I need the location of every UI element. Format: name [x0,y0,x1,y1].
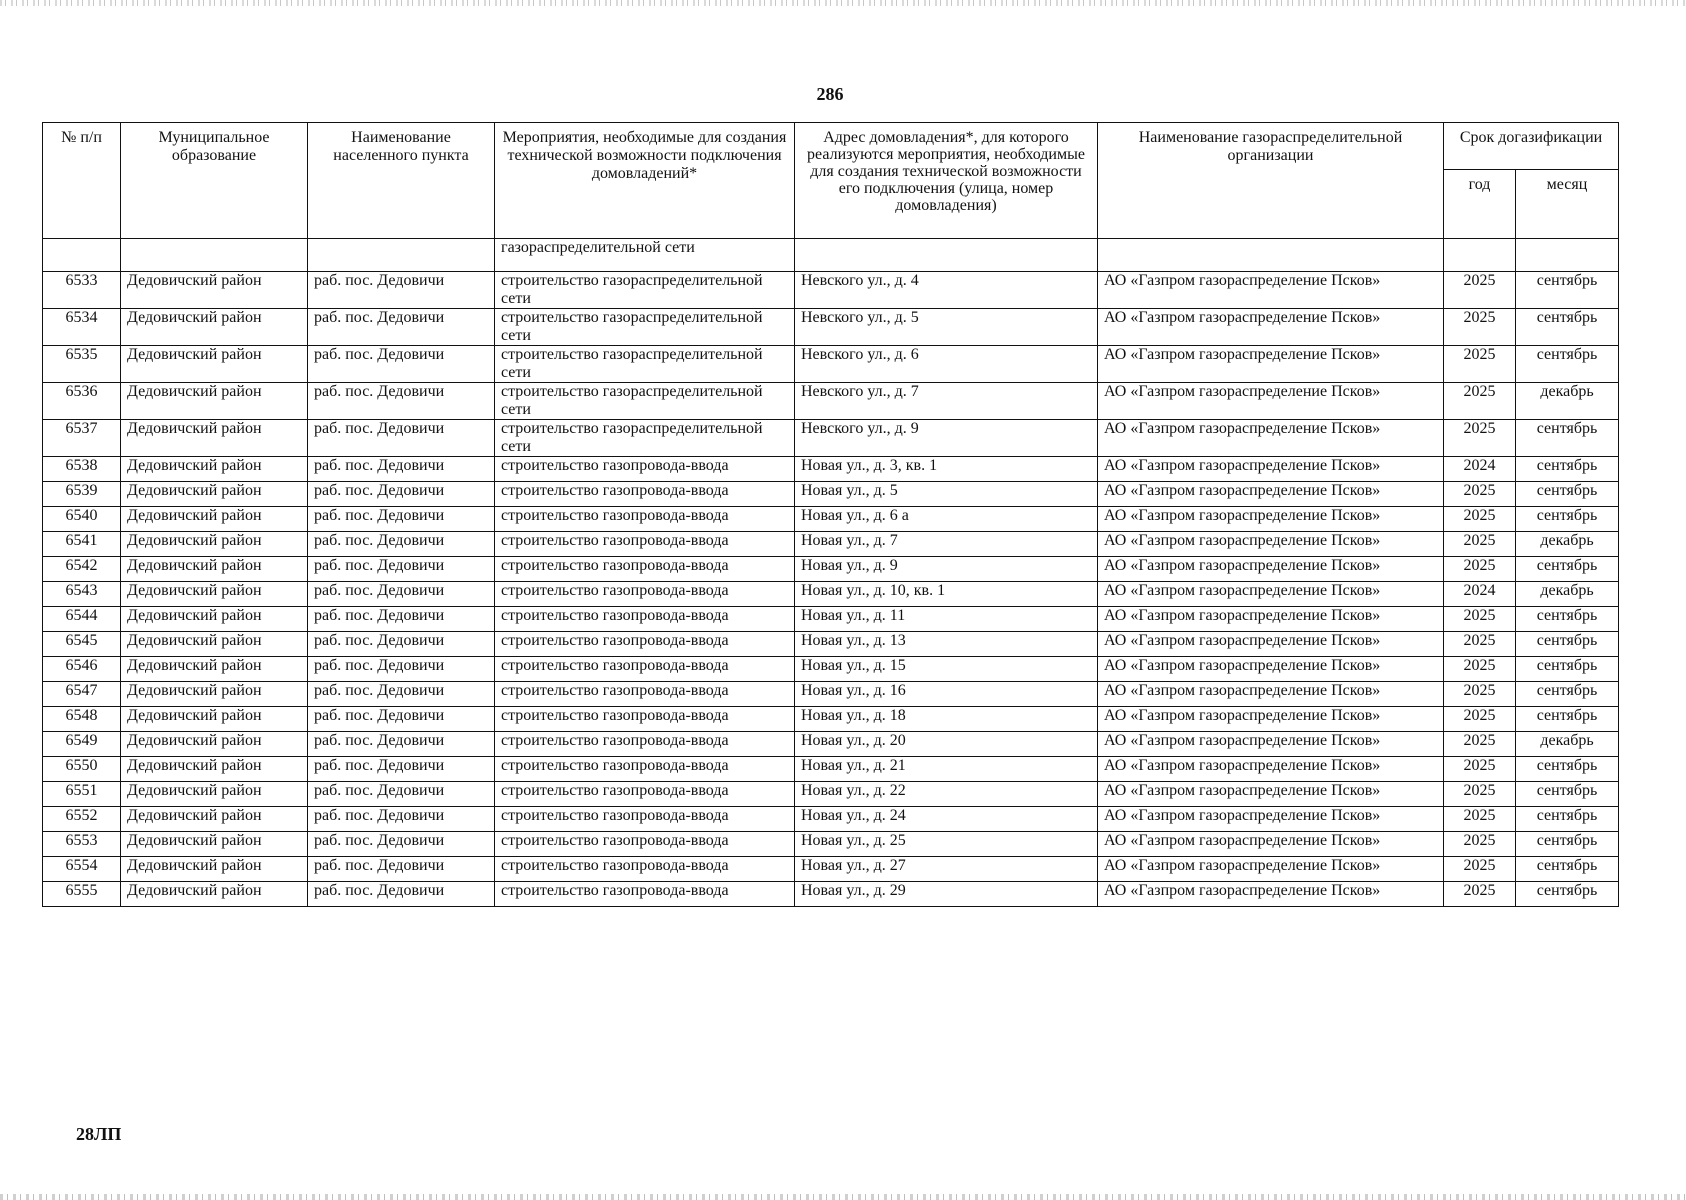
cell-municipality: Дедовичский район [121,482,308,507]
cell-municipality: Дедовичский район [121,882,308,907]
cell-address: Новая ул., д. 13 [795,632,1098,657]
table-row [43,807,1619,832]
cell-address: Невского ул., д. 9 [795,420,1098,457]
cell-org: АО «Газпром газораспределение Псков» [1098,657,1444,682]
cell-measures: строительство газораспределительной сети [495,309,795,346]
cell-num: 6555 [43,882,121,907]
cell-municipality: Дедовичский район [121,707,308,732]
cell-address: Новая ул., д. 21 [795,757,1098,782]
cell-municipality: Дедовичский район [121,832,308,857]
header-municipality: Муниципальное образование [121,123,308,239]
cell-measures: строительство газопровода-ввода [495,857,795,882]
cell-month: сентябрь [1516,557,1619,582]
table-row [43,832,1619,857]
cell-month: сентябрь [1516,507,1619,532]
table-row [43,346,1619,383]
footer-code: 28ЛП [76,1124,122,1144]
cell-municipality: Дедовичский район [121,857,308,882]
cell-address: Невского ул., д. 7 [795,383,1098,420]
header-term: Срок догазификации [1444,123,1619,170]
scan-edge-top [0,0,1686,6]
cell-measures: строительство газораспределительной сети [495,346,795,383]
cell-org: АО «Газпром газораспределение Псков» [1098,482,1444,507]
cell-settlement: раб. пос. Дедовичи [308,807,495,832]
cell-address: Невского ул., д. 4 [795,272,1098,309]
continuation-row [43,239,1619,272]
cell-measures: строительство газопровода-ввода [495,657,795,682]
cell-num: 6533 [43,272,121,309]
continuation-measures: газораспределительной сети [495,239,795,272]
table-row [43,383,1619,420]
cell-address: Невского ул., д. 5 [795,309,1098,346]
cell-year: 2025 [1444,482,1516,507]
cell-org: АО «Газпром газораспределение Псков» [1098,557,1444,582]
cell-address: Новая ул., д. 22 [795,782,1098,807]
cell-settlement: раб. пос. Дедовичи [308,782,495,807]
table-row [43,309,1619,346]
cell-settlement: раб. пос. Дедовичи [308,272,495,309]
cell-num: 6552 [43,807,121,832]
header-row [43,123,1619,170]
header-year: год [1444,170,1516,239]
cell-year: 2024 [1444,582,1516,607]
cell-measures: строительство газопровода-ввода [495,557,795,582]
cell-month: сентябрь [1516,807,1619,832]
cell-org: АО «Газпром газораспределение Псков» [1098,346,1444,383]
cell-org: АО «Газпром газораспределение Псков» [1098,582,1444,607]
cell-month: декабрь [1516,383,1619,420]
table-row [43,882,1619,907]
cell-org: АО «Газпром газораспределение Псков» [1098,532,1444,557]
cell-year: 2025 [1444,857,1516,882]
cell-measures: строительство газопровода-ввода [495,757,795,782]
cell-org: АО «Газпром газораспределение Псков» [1098,607,1444,632]
cell-settlement: раб. пос. Дедовичи [308,346,495,383]
cell-num: 6551 [43,782,121,807]
cell-municipality: Дедовичский район [121,507,308,532]
page-number: 286 [816,84,844,104]
cell-year: 2025 [1444,682,1516,707]
cell-municipality: Дедовичский район [121,782,308,807]
header-org: Наименование газораспределительной организации [1098,123,1444,239]
cell-month: декабрь [1516,732,1619,757]
cell-org: АО «Газпром газораспределение Псков» [1098,757,1444,782]
cell-year: 2025 [1444,557,1516,582]
table-row [43,607,1619,632]
cell-address: Новая ул., д. 6 а [795,507,1098,532]
table-row [43,482,1619,507]
cell-measures: строительство газопровода-ввода [495,507,795,532]
header-num: № п/п [43,123,121,239]
cell-month: сентябрь [1516,309,1619,346]
cell-num: 6542 [43,557,121,582]
cell-municipality: Дедовичский район [121,732,308,757]
cell-year: 2025 [1444,507,1516,532]
scan-edge-bottom [0,1194,1686,1200]
cell-year: 2025 [1444,532,1516,557]
cell-month: сентябрь [1516,657,1619,682]
cell-measures: строительство газопровода-ввода [495,682,795,707]
cell-num: 6554 [43,857,121,882]
cell-num: 6537 [43,420,121,457]
cell-month: сентябрь [1516,457,1619,482]
cell-measures: строительство газопровода-ввода [495,532,795,557]
cell-num: 6546 [43,657,121,682]
cell-address: Новая ул., д. 16 [795,682,1098,707]
cell-address: Новая ул., д. 27 [795,857,1098,882]
cell-municipality: Дедовичский район [121,582,308,607]
cell-year: 2025 [1444,632,1516,657]
cell-municipality: Дедовичский район [121,632,308,657]
cell-org: АО «Газпром газораспределение Псков» [1098,383,1444,420]
cell-year: 2025 [1444,732,1516,757]
cell-address: Новая ул., д. 18 [795,707,1098,732]
cell-municipality: Дедовичский район [121,807,308,832]
cell-num: 6535 [43,346,121,383]
header-month: месяц [1516,170,1619,239]
cell-municipality: Дедовичский район [121,607,308,632]
table-row [43,707,1619,732]
cell-year: 2025 [1444,420,1516,457]
cell-month: сентябрь [1516,346,1619,383]
cell-settlement: раб. пос. Дедовичи [308,832,495,857]
cell-month: сентябрь [1516,857,1619,882]
cell-month: сентябрь [1516,882,1619,907]
cell-org: АО «Газпром газораспределение Псков» [1098,632,1444,657]
table-row [43,857,1619,882]
cell-measures: строительство газопровода-ввода [495,607,795,632]
cell-month: сентябрь [1516,682,1619,707]
table-row [43,557,1619,582]
table-row [43,507,1619,532]
cell-org: АО «Газпром газораспределение Псков» [1098,882,1444,907]
cell-municipality: Дедовичский район [121,757,308,782]
cell-org: АО «Газпром газораспределение Псков» [1098,732,1444,757]
table-row [43,657,1619,682]
cell-settlement: раб. пос. Дедовичи [308,582,495,607]
cell-month: сентябрь [1516,782,1619,807]
cell-num: 6534 [43,309,121,346]
cell-municipality: Дедовичский район [121,557,308,582]
cell-address: Новая ул., д. 24 [795,807,1098,832]
cell-year: 2025 [1444,383,1516,420]
cell-num: 6541 [43,532,121,557]
cell-settlement: раб. пос. Дедовичи [308,682,495,707]
cell-org: АО «Газпром газораспределение Псков» [1098,507,1444,532]
cell-num: 6553 [43,832,121,857]
cell-settlement: раб. пос. Дедовичи [308,732,495,757]
cell-month: сентябрь [1516,272,1619,309]
cell-address: Новая ул., д. 20 [795,732,1098,757]
cell-municipality: Дедовичский район [121,346,308,383]
cell-address: Новая ул., д. 15 [795,657,1098,682]
cell-measures: строительство газопровода-ввода [495,732,795,757]
cell-settlement: раб. пос. Дедовичи [308,707,495,732]
cell-org: АО «Газпром газораспределение Псков» [1098,857,1444,882]
cell-month: сентябрь [1516,420,1619,457]
cell-num: 6547 [43,682,121,707]
cell-measures: строительство газораспределительной сети [495,272,795,309]
cell-settlement: раб. пос. Дедовичи [308,857,495,882]
cell-municipality: Дедовичский район [121,682,308,707]
cell-year: 2025 [1444,882,1516,907]
cell-settlement: раб. пос. Дедовичи [308,632,495,657]
cell-org: АО «Газпром газораспределение Псков» [1098,782,1444,807]
cell-month: декабрь [1516,582,1619,607]
cell-num: 6538 [43,457,121,482]
cell-measures: строительство газопровода-ввода [495,582,795,607]
table-row [43,457,1619,482]
cell-measures: строительство газопровода-ввода [495,632,795,657]
cell-municipality: Дедовичский район [121,272,308,309]
cell-measures: строительство газопровода-ввода [495,457,795,482]
cell-num: 6548 [43,707,121,732]
cell-org: АО «Газпром газораспределение Псков» [1098,807,1444,832]
cell-settlement: раб. пос. Дедовичи [308,482,495,507]
cell-num: 6543 [43,582,121,607]
cell-measures: строительство газораспределительной сети [495,420,795,457]
table-row [43,632,1619,657]
cell-year: 2025 [1444,346,1516,383]
cell-measures: строительство газопровода-ввода [495,782,795,807]
cell-num: 6536 [43,383,121,420]
cell-address: Новая ул., д. 29 [795,882,1098,907]
gasification-table [42,122,1619,907]
cell-municipality: Дедовичский район [121,383,308,420]
cell-month: сентябрь [1516,757,1619,782]
cell-address: Невского ул., д. 6 [795,346,1098,383]
cell-address: Новая ул., д. 25 [795,832,1098,857]
cell-address: Новая ул., д. 3, кв. 1 [795,457,1098,482]
table-row [43,682,1619,707]
cell-municipality: Дедовичский район [121,657,308,682]
table-row [43,782,1619,807]
header-settlement: Наименование населенного пункта [308,123,495,239]
cell-num: 6540 [43,507,121,532]
cell-municipality: Дедовичский район [121,309,308,346]
cell-num: 6544 [43,607,121,632]
cell-num: 6539 [43,482,121,507]
cell-year: 2025 [1444,309,1516,346]
cell-org: АО «Газпром газораспределение Псков» [1098,707,1444,732]
cell-month: сентябрь [1516,482,1619,507]
cell-address: Новая ул., д. 11 [795,607,1098,632]
table-row [43,532,1619,557]
cell-org: АО «Газпром газораспределение Псков» [1098,832,1444,857]
cell-org: АО «Газпром газораспределение Псков» [1098,682,1444,707]
cell-settlement: раб. пос. Дедовичи [308,557,495,582]
cell-measures: строительство газопровода-ввода [495,832,795,857]
cell-month: сентябрь [1516,832,1619,857]
cell-measures: строительство газопровода-ввода [495,882,795,907]
cell-settlement: раб. пос. Дедовичи [308,657,495,682]
table-row [43,732,1619,757]
cell-measures: строительство газопровода-ввода [495,707,795,732]
cell-measures: строительство газопровода-ввода [495,807,795,832]
cell-municipality: Дедовичский район [121,420,308,457]
cell-year: 2025 [1444,607,1516,632]
table-body [43,239,1619,907]
cell-month: сентябрь [1516,607,1619,632]
cell-year: 2025 [1444,272,1516,309]
cell-org: АО «Газпром газораспределение Псков» [1098,272,1444,309]
cell-settlement: раб. пос. Дедовичи [308,383,495,420]
cell-measures: строительство газораспределительной сети [495,383,795,420]
cell-settlement: раб. пос. Дедовичи [308,507,495,532]
cell-settlement: раб. пос. Дедовичи [308,457,495,482]
cell-num: 6550 [43,757,121,782]
cell-address: Новая ул., д. 5 [795,482,1098,507]
cell-address: Новая ул., д. 10, кв. 1 [795,582,1098,607]
cell-month: декабрь [1516,532,1619,557]
cell-year: 2025 [1444,832,1516,857]
cell-settlement: раб. пос. Дедовичи [308,882,495,907]
cell-org: АО «Газпром газораспределение Псков» [1098,420,1444,457]
table-row [43,272,1619,309]
table-row [43,582,1619,607]
cell-month: сентябрь [1516,632,1619,657]
header-address: Адрес домовладения*, для которого реализуются мероприятия, необходимые для создания технической возможности его подключения (улица, номер домовладения) [795,123,1098,239]
cell-num: 6545 [43,632,121,657]
cell-address: Новая ул., д. 9 [795,557,1098,582]
cell-municipality: Дедовичский район [121,532,308,557]
cell-measures: строительство газопровода-ввода [495,482,795,507]
cell-month: сентябрь [1516,707,1619,732]
cell-settlement: раб. пос. Дедовичи [308,309,495,346]
cell-org: АО «Газпром газораспределение Псков» [1098,457,1444,482]
header-measures: Мероприятия, необходимые для создания технической возможности подключения домовладений* [495,123,795,239]
cell-year: 2025 [1444,707,1516,732]
cell-num: 6549 [43,732,121,757]
cell-settlement: раб. пос. Дедовичи [308,757,495,782]
cell-settlement: раб. пос. Дедовичи [308,532,495,557]
cell-settlement: раб. пос. Дедовичи [308,420,495,457]
cell-year: 2025 [1444,657,1516,682]
table-row [43,420,1619,457]
cell-address: Новая ул., д. 7 [795,532,1098,557]
cell-year: 2024 [1444,457,1516,482]
cell-settlement: раб. пос. Дедовичи [308,607,495,632]
cell-year: 2025 [1444,757,1516,782]
table-row [43,757,1619,782]
cell-year: 2025 [1444,782,1516,807]
cell-year: 2025 [1444,807,1516,832]
cell-municipality: Дедовичский район [121,457,308,482]
cell-org: АО «Газпром газораспределение Псков» [1098,309,1444,346]
